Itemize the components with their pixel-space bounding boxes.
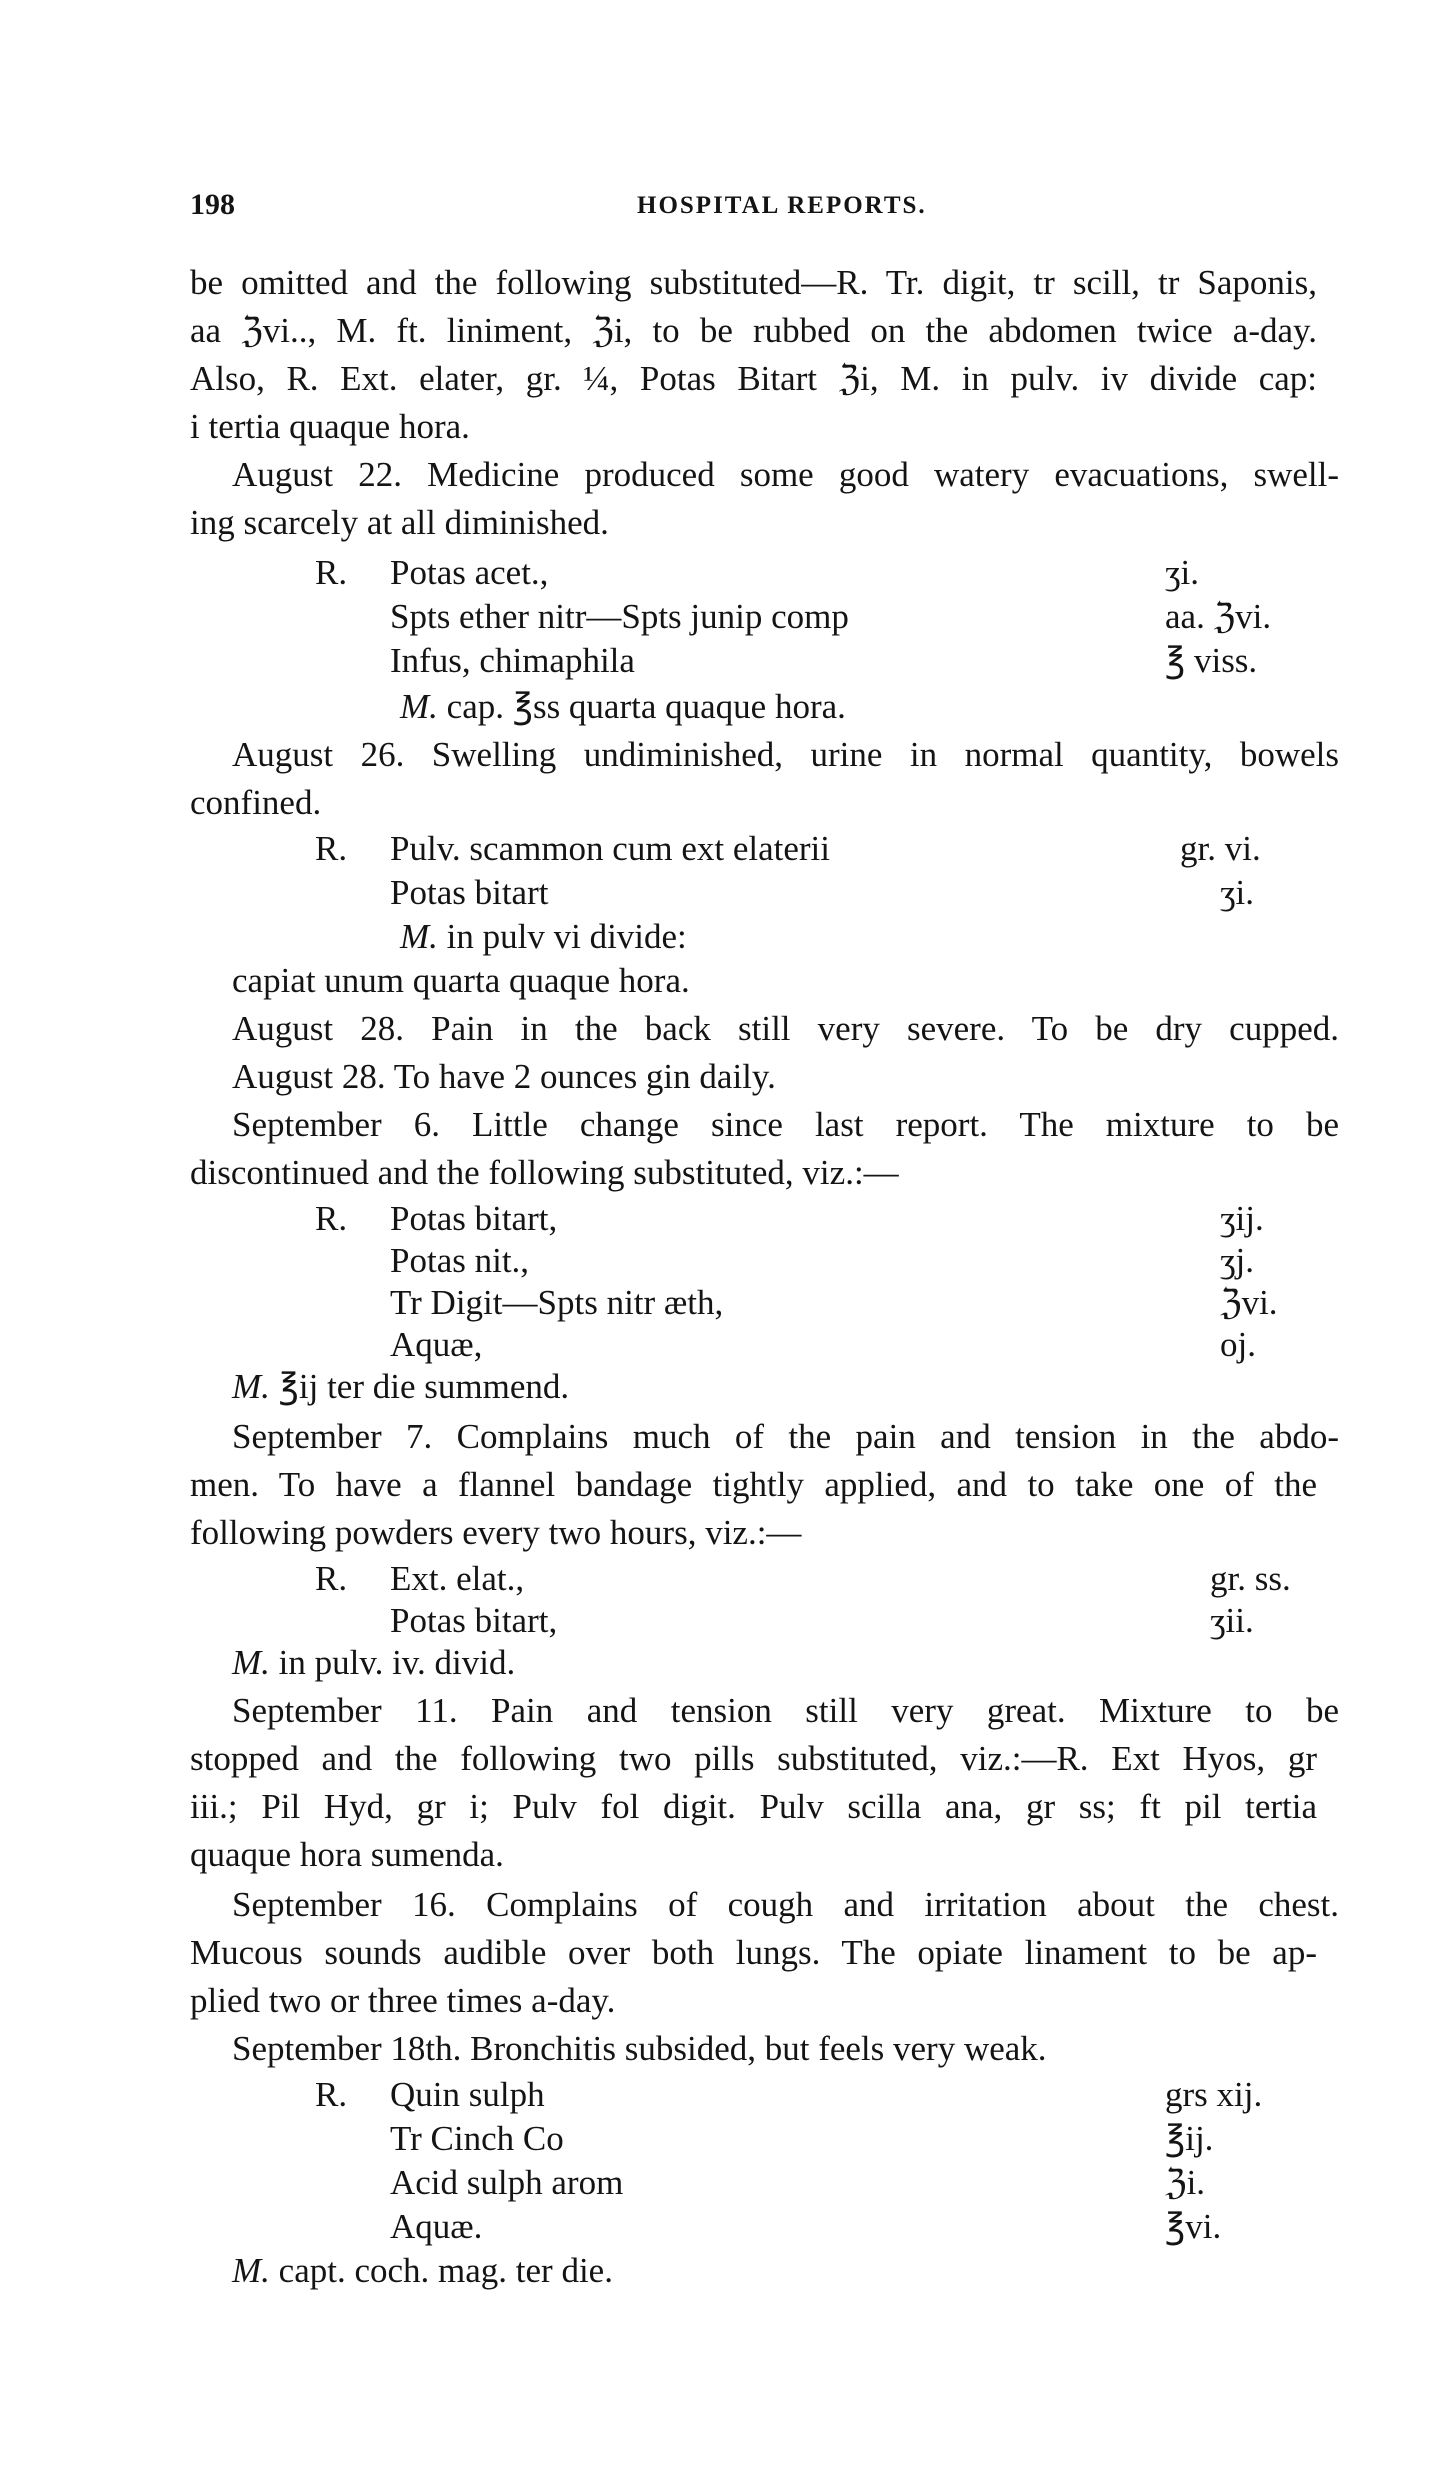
text-line: September 6. Little change since last report. The mixture to be	[232, 1105, 1339, 1144]
ingredient-name: Potas bitart,	[390, 1199, 558, 1238]
ingredient-name: Tr Cinch Co	[390, 2119, 564, 2158]
ingredient-name: Potas bitart,	[390, 1601, 558, 1640]
prescription-directions: M. capt. coch. mag. ter die.	[232, 2251, 613, 2290]
ingredient-name: Potas nit.,	[390, 1241, 530, 1280]
ingredient-dose: ℨvi.	[1220, 1283, 1278, 1322]
ingredient-name: Pulv. scammon cum ext elaterii	[390, 829, 830, 868]
ingredient-dose: aa. ℨvi.	[1165, 597, 1272, 636]
ingredient-name: Quin sulph	[390, 2075, 545, 2114]
recipe-mark: R.	[315, 829, 348, 868]
ingredient-dose: gr. ss.	[1210, 1559, 1291, 1598]
ingredient-name: Spts ether nitr—Spts junip comp	[390, 597, 849, 636]
text-line: Also, R. Ext. elater, gr. ¼, Potas Bitart ℨi, M. in pulv. iv divide cap:	[190, 359, 1317, 398]
recipe-mark: R.	[315, 553, 348, 592]
prescription-directions: M. cap. ℥ss quarta quaque hora.	[400, 687, 846, 726]
text-line: men. To have a flannel bandage tightly applied, and to take one of the	[190, 1465, 1317, 1504]
ingredient-dose: ʒi.	[1165, 553, 1200, 592]
ingredient-name: Potas acet.,	[390, 553, 549, 592]
prescription-directions: capiat unum quarta quaque hora.	[232, 961, 690, 1000]
ingredient-name: Acid sulph arom	[390, 2163, 624, 2202]
recipe-mark: R.	[315, 2075, 348, 2114]
text-line: quaque hora sumenda.	[190, 1835, 504, 1874]
ingredient-dose: grs xij.	[1165, 2075, 1263, 2114]
text-line: Mucous sounds audible over both lungs. The opiate linament to be ap-	[190, 1933, 1317, 1972]
text-line: stopped and the following two pills substituted, viz.:—R. Ext Hyos, gr	[190, 1739, 1317, 1778]
text-line: September 16. Complains of cough and irritation about the chest.	[232, 1885, 1339, 1924]
recipe-mark: R.	[315, 1199, 348, 1238]
ingredient-name: Infus, chimaphila	[390, 641, 635, 680]
prescription-directions: M. in pulv. iv. divid.	[232, 1643, 516, 1682]
ingredient-name: Aquæ.	[390, 2207, 483, 2246]
ingredient-name: Ext. elat.,	[390, 1559, 525, 1598]
text-line: August 26. Swelling undiminished, urine in normal quantity, bowels	[232, 735, 1339, 774]
text-line: iii.; Pil Hyd, gr i; Pulv fol digit. Pulv scilla ana, gr ss; ft pil tertia	[190, 1787, 1317, 1826]
ingredient-dose: gr. vi.	[1180, 829, 1261, 868]
text-line: plied two or three times a-day.	[190, 1981, 616, 2020]
text-line: discontinued and the following substituted, viz.:—	[190, 1153, 899, 1192]
text-line: September 7. Complains much of the pain and tension in the abdo-	[232, 1417, 1339, 1456]
ingredient-name: Aquæ,	[390, 1325, 483, 1364]
ingredient-dose: ℨi.	[1165, 2163, 1206, 2202]
entry-september-18: September 18th. Bronchitis subsided, but feels very weak.	[232, 2029, 1047, 2068]
text-line: August 22. Medicine produced some good watery evacuations, swell-	[232, 455, 1339, 494]
ingredient-dose: ʒij.	[1220, 1199, 1264, 1238]
ingredient-dose: oj.	[1220, 1325, 1256, 1364]
ingredient-dose: ℥ij.	[1165, 2119, 1214, 2158]
ingredient-dose: ʒj.	[1220, 1241, 1255, 1280]
prescription-directions: M. ℥ij ter die summend.	[232, 1367, 570, 1406]
ingredient-dose: ʒi.	[1220, 873, 1255, 912]
text-line: i tertia quaque hora.	[190, 407, 470, 446]
text-line: following powders every two hours, viz.:—	[190, 1513, 802, 1552]
text-line: confined.	[190, 783, 322, 822]
running-title: HOSPITAL REPORTS.	[637, 192, 927, 219]
prescription-directions: M. in pulv vi divide:	[400, 917, 687, 956]
text-line: ing scarcely at all diminished.	[190, 503, 609, 542]
entry-august-28-cupping: August 28. Pain in the back still very severe. To be dry cupped.	[232, 1009, 1339, 1048]
text-line: be omitted and the following substituted—R. Tr. digit, tr scill, tr Saponis,	[190, 263, 1317, 302]
ingredient-dose: ʒii.	[1210, 1601, 1254, 1640]
recipe-mark: R.	[315, 1559, 348, 1598]
ingredient-name: Tr Digit—Spts nitr æth,	[390, 1283, 724, 1322]
entry-august-28-gin: August 28. To have 2 ounces gin daily.	[232, 1057, 776, 1096]
page-number: 198	[190, 188, 235, 221]
text-line: aa ℨvi.., M. ft. liniment, ℨi, to be rubbed on the abdomen twice a-day.	[190, 311, 1317, 350]
ingredient-name: Potas bitart	[390, 873, 549, 912]
ingredient-dose: ℥vi.	[1165, 2207, 1222, 2246]
text-line: September 11. Pain and tension still very great. Mixture to be	[232, 1691, 1339, 1730]
ingredient-dose: ℥ viss.	[1165, 641, 1258, 680]
